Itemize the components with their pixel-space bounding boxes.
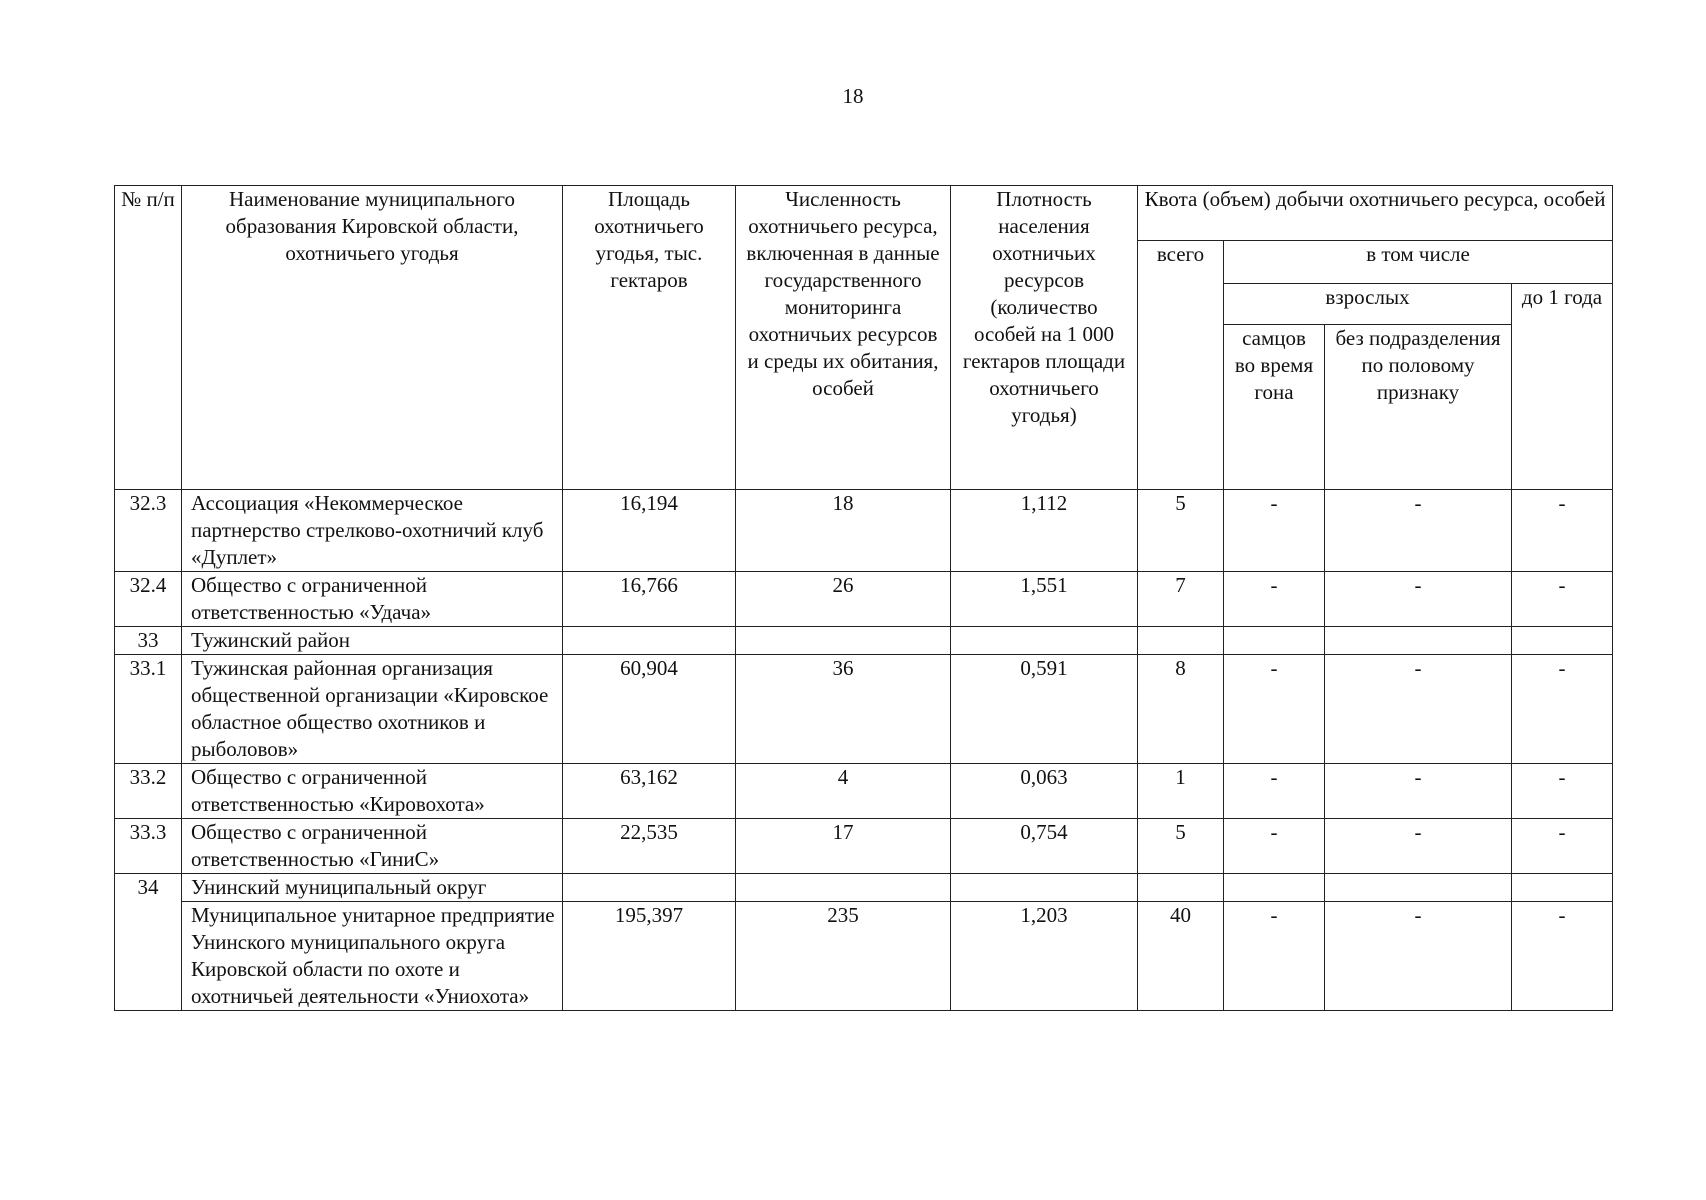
row-num: 32.3 xyxy=(115,490,182,572)
table-row xyxy=(115,902,1613,1011)
row-name: Муниципальное унитарное предприятие Унинского муниципального округа Кировской области по охоте и охотничьей деятельности «Униохота» xyxy=(182,902,563,1011)
header-under-one: до 1 года xyxy=(1512,284,1613,490)
row-young: - xyxy=(1512,655,1613,764)
row-young: - xyxy=(1512,572,1613,627)
header-males-rut: самцов во время гона xyxy=(1224,325,1325,490)
row-area: 16,194 xyxy=(563,490,736,572)
row-nosplit: - xyxy=(1325,490,1512,572)
hunting-quota-table xyxy=(114,185,1613,1011)
header-adults: взрослых xyxy=(1224,284,1512,325)
header-quota: Квота (объем) добычи охотничьего ресурса, особей xyxy=(1138,186,1613,241)
row-nosplit: - xyxy=(1325,819,1512,874)
row-young: - xyxy=(1512,902,1613,1011)
header-area: Площадь охотничьего угодья, тыс. гектаров xyxy=(563,186,736,490)
row-name: Ассоциация «Некоммерческое партнерство стрелково-охотничий клуб «Дуплет» xyxy=(182,490,563,572)
row-area xyxy=(563,627,736,655)
row-males xyxy=(1224,627,1325,655)
row-males: - xyxy=(1224,819,1325,874)
header-total: всего xyxy=(1138,241,1224,490)
row-area: 16,766 xyxy=(563,572,736,627)
row-total: 7 xyxy=(1138,572,1224,627)
row-num: 33.1 xyxy=(115,655,182,764)
page-number: 18 xyxy=(842,84,864,108)
row-total: 5 xyxy=(1138,819,1224,874)
row-area: 63,162 xyxy=(563,764,736,819)
row-population: 18 xyxy=(736,490,951,572)
table-row xyxy=(115,655,1613,764)
row-young: - xyxy=(1512,490,1613,572)
table-row xyxy=(115,764,1613,819)
row-males: - xyxy=(1224,490,1325,572)
row-name: Общество с ограниченной ответственностью «Кировохота» xyxy=(182,764,563,819)
row-population xyxy=(736,874,951,902)
row-nosplit xyxy=(1325,627,1512,655)
table-row xyxy=(115,819,1613,874)
row-name: Тужинский район xyxy=(182,627,563,655)
header-population: Численность охотничьего ресурса, включенная в данные государственного мониторинга охотничьих ресурсов и среды их обитания, особей xyxy=(736,186,951,490)
row-num: 33 xyxy=(115,627,182,655)
row-males: - xyxy=(1224,902,1325,1011)
row-nosplit: - xyxy=(1325,655,1512,764)
row-population: 17 xyxy=(736,819,951,874)
row-young xyxy=(1512,874,1613,902)
row-total xyxy=(1138,627,1224,655)
row-density: 1,551 xyxy=(951,572,1138,627)
row-area: 60,904 xyxy=(563,655,736,764)
table-row xyxy=(115,627,1613,655)
row-density: 1,112 xyxy=(951,490,1138,572)
row-nosplit: - xyxy=(1325,764,1512,819)
row-population xyxy=(736,627,951,655)
table-row xyxy=(115,572,1613,627)
row-population: 235 xyxy=(736,902,951,1011)
row-density: 0,591 xyxy=(951,655,1138,764)
header-name: Наименование муниципального образования Кировской области, охотничьего угодья xyxy=(182,186,563,490)
row-total: 1 xyxy=(1138,764,1224,819)
row-males xyxy=(1224,874,1325,902)
row-num: 32.4 xyxy=(115,572,182,627)
table-row xyxy=(115,490,1613,572)
row-density: 0,063 xyxy=(951,764,1138,819)
row-males: - xyxy=(1224,655,1325,764)
row-nosplit xyxy=(1325,874,1512,902)
header-num: № п/п xyxy=(115,186,182,490)
row-total: 40 xyxy=(1138,902,1224,1011)
row-num: 33.3 xyxy=(115,819,182,874)
row-total xyxy=(1138,874,1224,902)
table-row xyxy=(115,874,1613,902)
row-name: Унинский муниципальный округ xyxy=(182,874,563,902)
row-density: 0,754 xyxy=(951,819,1138,874)
row-density xyxy=(951,874,1138,902)
row-males: - xyxy=(1224,764,1325,819)
row-population: 26 xyxy=(736,572,951,627)
row-nosplit: - xyxy=(1325,572,1512,627)
row-young: - xyxy=(1512,819,1613,874)
header-no-sex-split: без подразделения по половому признаку xyxy=(1325,325,1512,490)
row-total: 8 xyxy=(1138,655,1224,764)
row-total: 5 xyxy=(1138,490,1224,572)
row-density: 1,203 xyxy=(951,902,1138,1011)
row-nosplit: - xyxy=(1325,902,1512,1011)
row-males: - xyxy=(1224,572,1325,627)
row-name: Тужинская районная организация общественной организации «Кировское областное общество охотников и рыболовов» xyxy=(182,655,563,764)
row-young xyxy=(1512,627,1613,655)
row-num: 33.2 xyxy=(115,764,182,819)
row-name: Общество с ограниченной ответственностью «Удача» xyxy=(182,572,563,627)
row-name: Общество с ограниченной ответственностью «ГиниС» xyxy=(182,819,563,874)
row-young: - xyxy=(1512,764,1613,819)
row-density xyxy=(951,627,1138,655)
row-population: 36 xyxy=(736,655,951,764)
row-area xyxy=(563,874,736,902)
row-area: 195,397 xyxy=(563,902,736,1011)
header-density: Плотность населения охотничьих ресурсов (количество особей на 1 000 гектаров площади охотничьего угодья) xyxy=(951,186,1138,490)
row-population: 4 xyxy=(736,764,951,819)
header-including: в том числе xyxy=(1224,241,1613,284)
row-area: 22,535 xyxy=(563,819,736,874)
row-num: 34 xyxy=(115,874,182,1011)
